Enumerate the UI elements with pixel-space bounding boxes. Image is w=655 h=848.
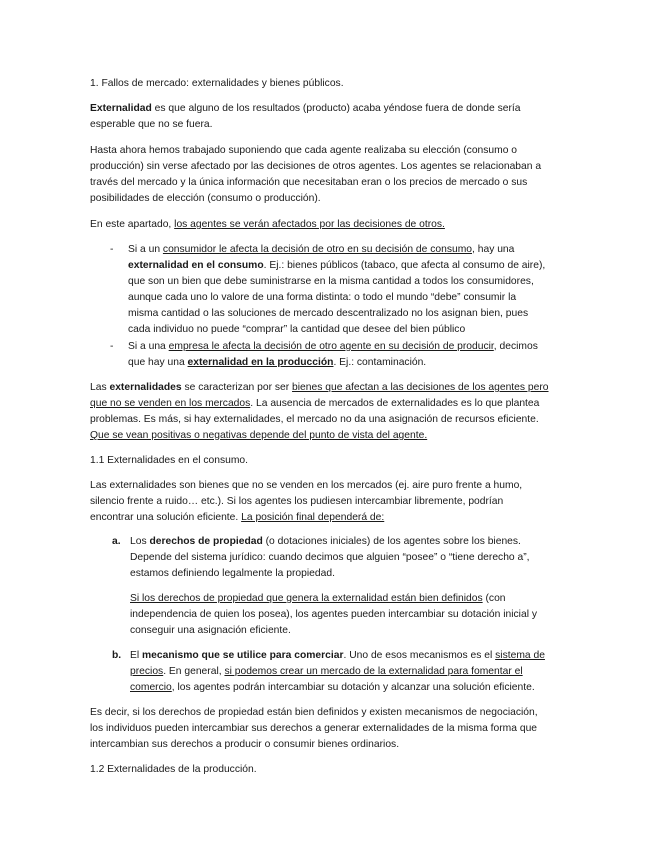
intro-line: Hasta ahora hemos trabajado suponiendo que cada agente realizaba su elección (consumo o — [90, 145, 518, 156]
bullet-marker: - — [110, 244, 114, 255]
intro-line: producción) sin verse afectado por las decisiones de otros agentes. Los agentes se relacionaban a — [90, 161, 542, 172]
list-marker-b: b. — [112, 650, 122, 661]
definition-line-2: esperable que no se fuera. — [90, 119, 213, 130]
paragraph-line: que no se venden en los mercados. La ausencia de mercados de externalidades es lo que plantea — [90, 398, 540, 409]
intro-line: través del mercado y la única información que necesitaban eran o los precios de mercado o sus — [90, 177, 528, 188]
paragraph-line: los individuos pueden intercambiar sus derechos a generar externalidades de la misma forma que — [90, 723, 538, 734]
list-line: independencia de quien los posea), los agentes pueden intercambiar su dotación inicial y — [130, 609, 537, 620]
bullet-line: cada individuo no puede “comprar” la cantidad que desee del bien público — [128, 324, 466, 335]
list-line: Los derechos de propiedad (o dotaciones iniciales) de los agentes sobre los bienes. — [130, 536, 521, 547]
bullet-line: aunque cada uno lo valore de una forma distinta: o todo el mundo “debe” consumir la — [128, 292, 517, 303]
paragraph-line: Es decir, si los derechos de propiedad están bien definidos y existen mecanismos de negociación, — [90, 707, 538, 718]
apartado-line: En este apartado, los agentes se verán afectados por las decisiones de otros. — [90, 219, 445, 230]
intro-line: posibilidades de elección (consumo o producción). — [90, 193, 321, 204]
paragraph-line: Que se vean positivas o negativas depende del punto de vista del agente. — [90, 430, 428, 441]
list-line: Depende del sistema jurídico: cuando decimos que alguien “posee” o “tiene derecho a”, — [130, 552, 530, 563]
bullet-line: que son un bien que debe suministrarse en la misma cantidad a todos los consumidores, — [128, 276, 534, 287]
section-heading: 1. Fallos de mercado: externalidades y bienes públicos. — [90, 78, 344, 89]
bullet-line: misma cantidad o las soluciones de mercado descentralizado no los asignan bien, pues — [128, 308, 529, 319]
list-line: Si los derechos de propiedad que genera la externalidad están bien definidos (con — [130, 593, 506, 604]
bullet-marker: - — [110, 341, 114, 352]
bullet-line: que hay una externalidad en la producción. Ej.: contaminación. — [128, 357, 427, 368]
paragraph-line: silencio frente a ruido… etc.). Si los agentes los pudiesen intercambiar libremente, podrían — [90, 496, 504, 507]
paragraph-line: Las externalidades se caracterizan por ser bienes que afectan a las decisiones de los agentes pero — [90, 382, 549, 393]
bullet-line: Si a un consumidor le afecta la decisión de otro en su decisión de consumo, hay una — [128, 244, 515, 255]
list-line: El mecanismo que se utilice para comerciar. Uno de esos mecanismos es el sistema de — [130, 650, 545, 661]
bullet-line: externalidad en el consumo. Ej.: bienes públicos (tabaco, que afecta al consumo de aire), — [128, 260, 546, 271]
list-line: comercio, los agentes podrán intercambiar su dotación y alcanzar una solución eficiente. — [130, 682, 535, 693]
list-marker-a: a. — [112, 536, 121, 547]
paragraph-line: problemas. Es más, si hay externalidades, el mercado no da una asignación de recursos eficiente. — [90, 414, 539, 425]
definition-line-1: Externalidad es que alguno de los resultados (producto) acaba yéndose fuera de donde sería — [90, 103, 521, 114]
paragraph-line: Las externalidades son bienes que no se venden en los mercados (ej. aire puro frente a humo, — [90, 480, 523, 491]
subsection-heading: 1.2 Externalidades de la producción. — [90, 764, 257, 775]
paragraph-line: encontrar una solución eficiente. La posición final dependerá de: — [90, 512, 385, 523]
list-line: precios. En general, si podemos crear un mercado de la externalidad para fomentar el — [130, 666, 523, 677]
subsection-heading: 1.1 Externalidades en el consumo. — [90, 455, 248, 466]
list-line: estamos definiendo legalmente la propiedad. — [130, 568, 335, 579]
paragraph-line: intercambian sus derechos a producir o consumir bienes ordinarios. — [90, 739, 400, 750]
list-line: conseguir una asignación eficiente. — [130, 625, 291, 636]
bullet-line: Si a una empresa le afecta la decisión de otro agente en su decisión de producir, decimos — [128, 341, 538, 352]
definition-term: Externalidad — [90, 103, 152, 114]
